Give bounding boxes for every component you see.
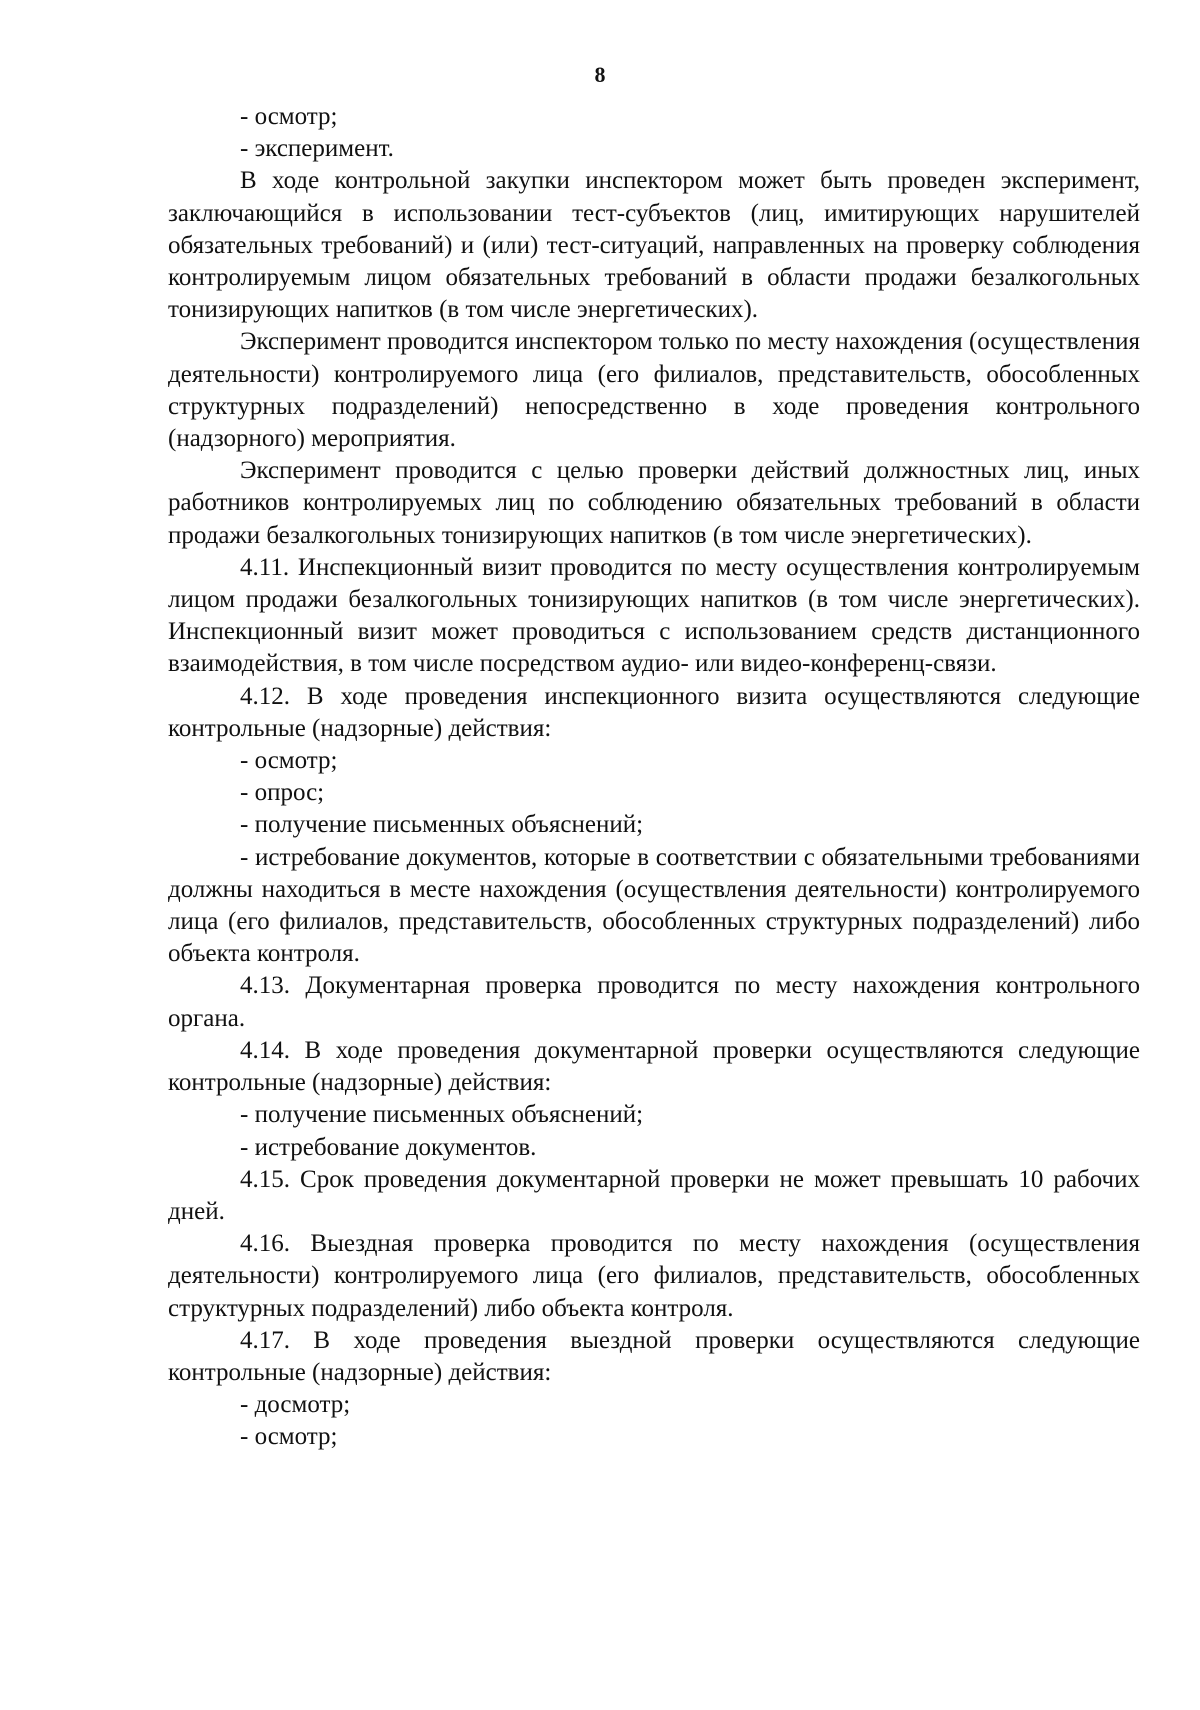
- body-paragraph: 4.13. Документарная проверка проводится по месту нахождения контрольного органа.: [168, 972, 1140, 1032]
- document-body: [168, 101, 1140, 1454]
- list-item: - эксперимент.: [240, 135, 394, 163]
- body-paragraph: В ходе контрольной закупки инспектором может быть проведен эксперимент, заключающийся в использовании тест-субъектов (лиц, имитирующих нарушителей обязательных требований) и (или) тест-ситуаций, направленных на проверку соблюдения контролируемым лицом обязательных требований в области продажи безалкогольных тонизирующих напитков (в том числе энергетических).: [168, 167, 1140, 324]
- body-paragraph: 4.16. Выездная проверка проводится по месту нахождения (осуществления деятельности) контролируемого лица (его филиалов, представительств, обособленных структурных подразделений) либо объекта контроля.: [168, 1230, 1140, 1322]
- body-paragraph: Эксперимент проводится с целью проверки действий должностных лиц, иных работников контролируемых лиц по соблюдению обязательных требований в области продажи безалкогольных тонизирующих напитков (в том числе энергетических).: [168, 457, 1140, 549]
- list-item: - получение письменных объяснений;: [240, 811, 644, 839]
- body-paragraph: Эксперимент проводится инспектором только по месту нахождения (осуществления деятельности) контролируемого лица (его филиалов, представительств, обособленных структурных подразделений) непосредственно в ходе проведения контрольного (надзорного) мероприятия.: [168, 328, 1140, 453]
- page-number: 8: [594, 62, 606, 87]
- body-paragraph: 4.17. В ходе проведения выездной проверки осуществляются следующие контрольные (надзорные) действия:: [168, 1326, 1140, 1386]
- list-item: - истребование документов.: [240, 1133, 537, 1161]
- list-item: - досмотр;: [240, 1391, 351, 1419]
- list-item: - истребование документов, которые в соответствии с обязательными требованиями должны находиться в месте нахождения (осуществления деятельности) контролируемого лица (его филиалов, представительств, обособленных структурных подразделений) либо объекта контроля.: [168, 843, 1140, 968]
- list-item: - получение письменных объяснений;: [240, 1101, 644, 1129]
- list-item: - осмотр;: [240, 103, 338, 130]
- body-paragraph: 4.14. В ходе проведения документарной проверки осуществляются следующие контрольные (надзорные) действия:: [168, 1036, 1140, 1097]
- list-item: - осмотр;: [240, 747, 338, 775]
- body-paragraph: 4.15. Срок проведения документарной проверки не может превышать 10 рабочих дней.: [168, 1165, 1140, 1225]
- list-item: - осмотр;: [240, 1423, 338, 1451]
- body-paragraph: 4.12. В ходе проведения инспекционного визита осуществляются следующие контрольные (надзорные) действия:: [168, 682, 1140, 742]
- body-paragraph: 4.11. Инспекционный визит проводится по месту осуществления контролируемым лицом продажи безалкогольных тонизирующих напитков (в том числе энергетических). Инспекционный визит может проводиться с использованием средств дистанционного взаимодействия, в том числе посредством аудио- или видео-конференц-связи.: [168, 553, 1140, 678]
- list-item: - опрос;: [240, 779, 325, 807]
